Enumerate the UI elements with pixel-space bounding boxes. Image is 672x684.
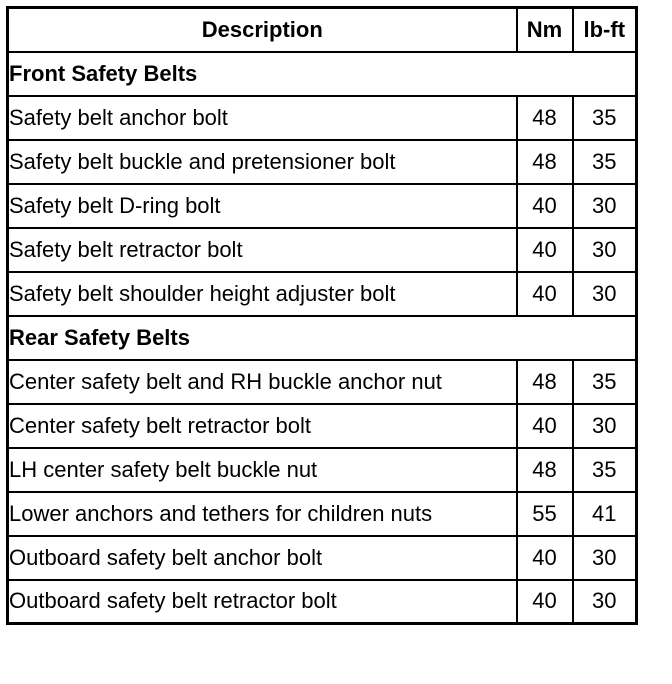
row-nm: 40	[517, 272, 573, 316]
row-nm: 40	[517, 580, 573, 624]
row-description: Outboard safety belt anchor bolt	[8, 536, 517, 580]
table-row	[8, 492, 637, 536]
table-row	[8, 228, 637, 272]
section-title-rear: Rear Safety Belts	[8, 316, 637, 360]
section-row-rear	[8, 316, 637, 360]
row-description: Safety belt shoulder height adjuster bolt	[8, 272, 517, 316]
row-lbft: 30	[573, 536, 637, 580]
section-row-front	[8, 52, 637, 96]
row-description: Safety belt D-ring bolt	[8, 184, 517, 228]
row-lbft: 30	[573, 184, 637, 228]
row-description: Safety belt anchor bolt	[8, 96, 517, 140]
torque-spec-table	[6, 6, 638, 625]
header-row	[8, 8, 637, 52]
row-nm: 48	[517, 96, 573, 140]
row-description: Safety belt buckle and pretensioner bolt	[8, 140, 517, 184]
row-lbft: 35	[573, 448, 637, 492]
row-description: Safety belt retractor bolt	[8, 228, 517, 272]
table-row	[8, 272, 637, 316]
row-lbft: 30	[573, 228, 637, 272]
row-nm: 48	[517, 360, 573, 404]
row-description: Outboard safety belt retractor bolt	[8, 580, 517, 624]
row-nm: 48	[517, 140, 573, 184]
row-lbft: 30	[573, 580, 637, 624]
row-nm: 55	[517, 492, 573, 536]
row-nm: 40	[517, 404, 573, 448]
row-lbft: 35	[573, 360, 637, 404]
torque-spec-table-container	[6, 6, 635, 625]
section-title-front: Front Safety Belts	[8, 52, 637, 96]
row-nm: 40	[517, 228, 573, 272]
row-description: LH center safety belt buckle nut	[8, 448, 517, 492]
row-lbft: 35	[573, 140, 637, 184]
table-row	[8, 96, 637, 140]
row-lbft: 35	[573, 96, 637, 140]
row-nm: 40	[517, 184, 573, 228]
row-nm: 48	[517, 448, 573, 492]
row-description: Lower anchors and tethers for children nuts	[8, 492, 517, 536]
table-row	[8, 448, 637, 492]
row-lbft: 41	[573, 492, 637, 536]
header-lbft: lb-ft	[573, 8, 637, 52]
header-description: Description	[8, 8, 517, 52]
row-lbft: 30	[573, 404, 637, 448]
header-nm: Nm	[517, 8, 573, 52]
row-description: Center safety belt and RH buckle anchor nut	[8, 360, 517, 404]
table-row	[8, 404, 637, 448]
row-nm: 40	[517, 536, 573, 580]
table-row	[8, 360, 637, 404]
table-row	[8, 184, 637, 228]
table-row	[8, 140, 637, 184]
row-description: Center safety belt retractor bolt	[8, 404, 517, 448]
row-lbft: 30	[573, 272, 637, 316]
table-row	[8, 580, 637, 624]
table-row	[8, 536, 637, 580]
